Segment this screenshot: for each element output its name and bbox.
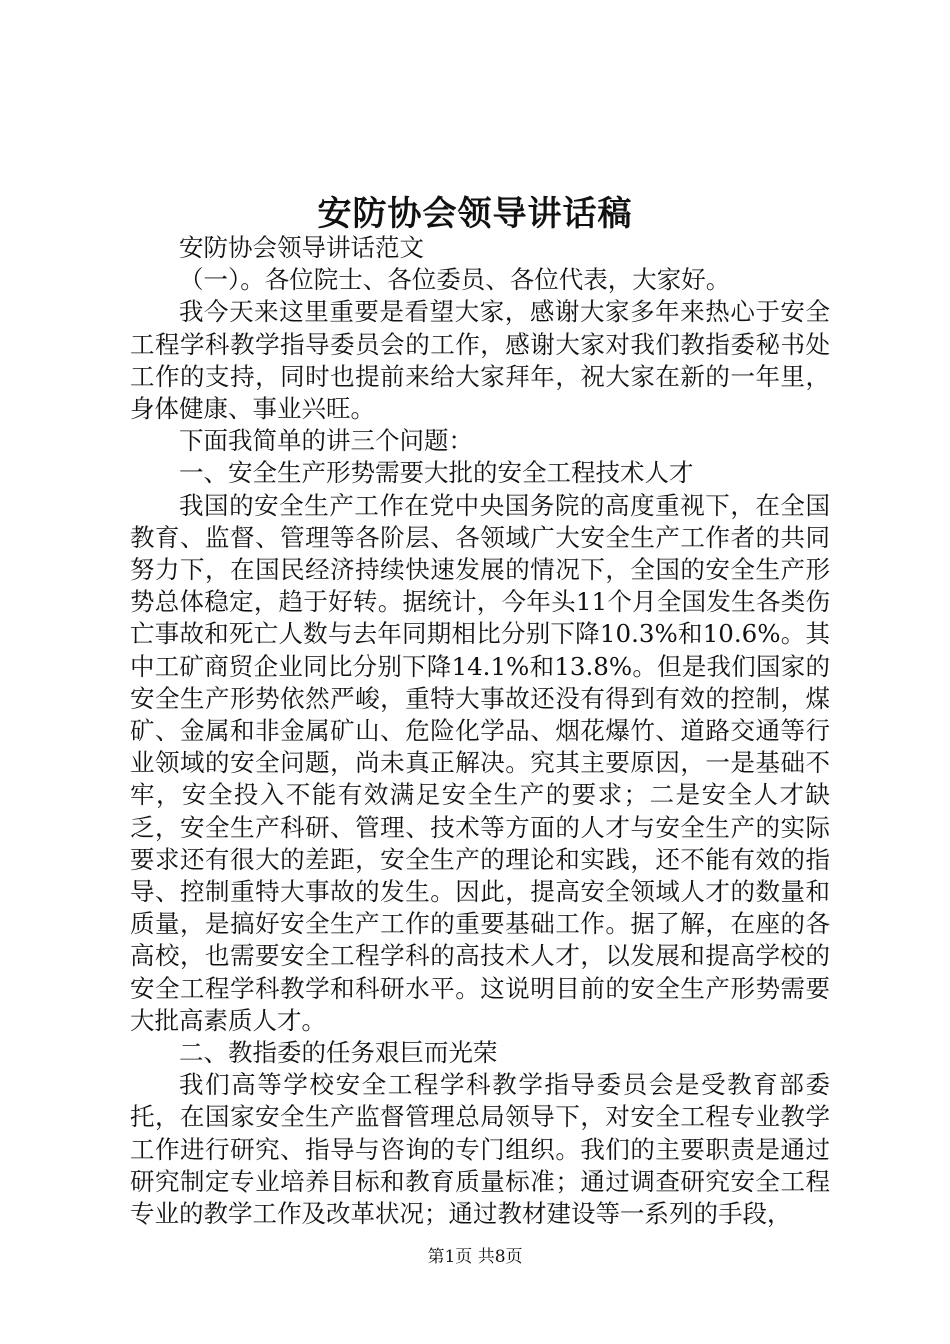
document-body [130, 232, 830, 1230]
paragraph-subtitle: 安防协会领导讲话范文 [179, 233, 424, 262]
section-heading-1: 一、安全生产形势需要大批的安全工程技术人才 [179, 458, 694, 488]
paragraph-section-1: 我国的安全生产工作在党中央国务院的高度重视下，在全国教育、监督、管理等各阶层、各领域广大安全生产工作者的共同努力下，在国民经济持续快速发展的情况下，全国的安全生产形势总体稳定，趋于好转。据统计，今年头11个月全国发生各类伤亡事故和死亡人数与去年同期相比分别下降10.3%和10.6%。其中工矿商贸企业同比分别下降14.1%和13.8%。但是我们国家的安全生产形势依然严峻，重特大事故还没有得到有效的控制，煤矿、金属和非金属矿山、危险化学品、烟花爆竹、道路交通等行业领域的安全问题，尚未真正解决。究其主要原因，一是基础不牢，安全投入不能有效满足安全生产的要求；二是安全人才缺乏，安全生产科研、管理、技术等方面的人才与安全生产的实际要求还有很大的差距，安全生产的理论和实践，还不能有效的指导、控制重特大事故的发生。因此，提高安全领域人才的数量和质量，是搞好安全生产工作的重要基础工作。据了解，在座的各高校，也需要安全工程学科的高技术人才，以发展和提高学校的安全工程学科教学和科研水平。这说明目前的安全生产形势需要大批高素质人才。 [130, 490, 830, 1035]
page-footer: 第1页 共8页 [427, 1247, 523, 1267]
paragraph-section-2: 我们高等学校安全工程学科教学指导委员会是受教育部委托，在国家安全生产监督管理总局领导下，对安全工程专业教学工作进行研究、指导与咨询的专门组织。我们的主要职责是通过研究制定专业培养目标和教育质量标准；通过调查研究安全工程专业的教学工作及改革状况；通过教材建设等一系列的手段， [130, 1070, 830, 1229]
section-heading-2: 二、教指委的任务艰巨而光荣 [179, 1038, 498, 1068]
paragraph-intro: 我今天来这里重要是看望大家，感谢大家多年来热心于安全工程学科教学指导委员会的工作，感谢大家对我们教指委秘书处工作的支持，同时也提前来给大家拜年，祝大家在新的一年里，身体健康、事业兴旺。 [130, 297, 830, 424]
paragraph-outline: 下面我简单的讲三个问题： [179, 426, 473, 456]
paragraph-greeting: （一）。各位院士、各位委员、各位代表，大家好。 [179, 265, 731, 295]
document-title: 安防协会领导讲话稿 [317, 194, 633, 234]
